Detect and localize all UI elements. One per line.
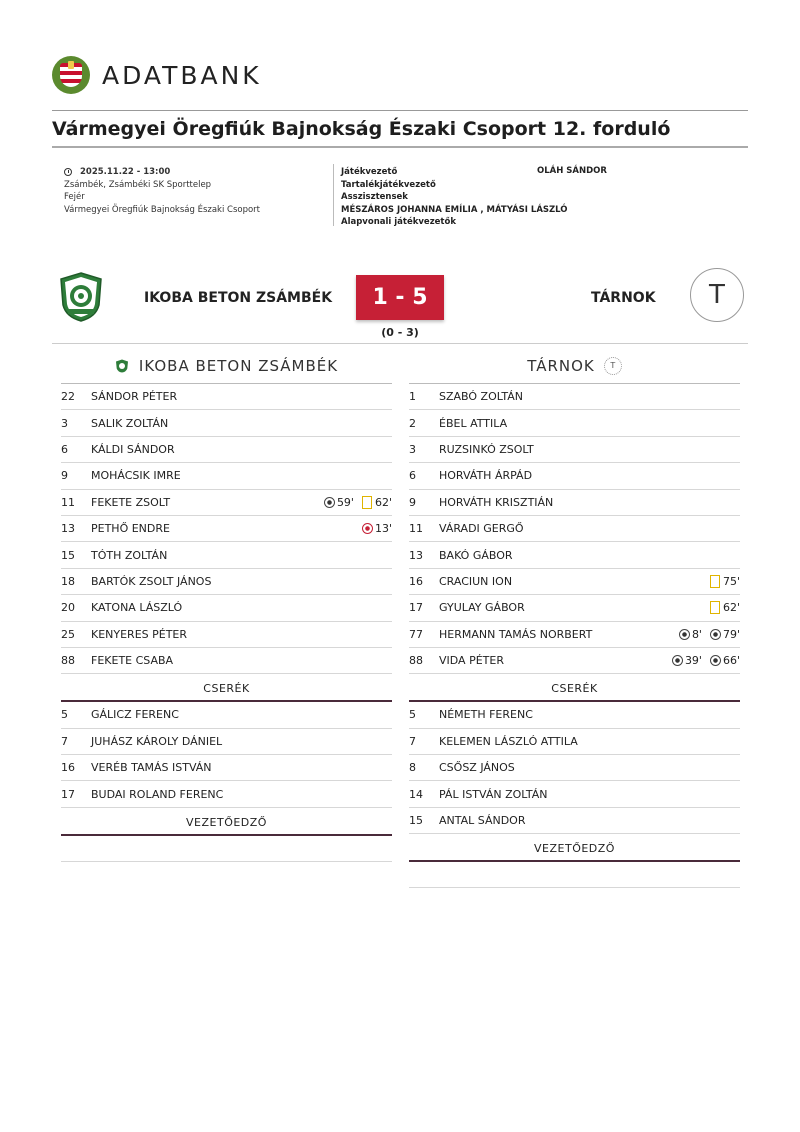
home-mini-crest-icon: [115, 359, 129, 373]
match-info: [64, 166, 260, 216]
player-name[interactable]: KATONA LÁSZLÓ: [91, 601, 183, 615]
player-number: 11: [409, 522, 423, 536]
home-starters-list: [61, 384, 392, 674]
player-row: [61, 463, 392, 489]
player-number: 13: [409, 548, 423, 562]
player-row: [409, 490, 740, 516]
goal-event: [679, 628, 702, 641]
event-minute: 66': [722, 654, 740, 668]
goal-event: [324, 496, 354, 509]
goal-event: [672, 654, 702, 667]
player-number: 9: [61, 469, 68, 483]
home-team-name: IKOBA BETON ZSÁMBÉK: [144, 290, 333, 306]
away-team-name: TÁRNOK: [591, 290, 656, 306]
match-county: Fejér: [64, 192, 85, 202]
player-number: 88: [61, 654, 75, 668]
player-name[interactable]: ÉBEL ATTILA: [439, 416, 508, 430]
yellow-event: [362, 496, 392, 509]
event-minute: 75': [722, 574, 740, 588]
player-name[interactable]: BUDAI ROLAND FERENC: [91, 787, 224, 801]
home-lineup-column: [61, 352, 392, 862]
yellow-card-icon: [710, 575, 720, 588]
home-subs-heading: CSERÉK: [203, 682, 250, 696]
federation-logo-icon: [52, 56, 90, 94]
player-name[interactable]: BARTÓK ZSOLT JÁNOS: [91, 574, 212, 588]
home-column-title: IKOBA BETON ZSÁMBÉK: [138, 357, 339, 375]
player-name[interactable]: ANTAL SÁNDOR: [439, 814, 526, 828]
halftime-score: (0 - 3): [381, 326, 419, 339]
player-row: [61, 702, 392, 728]
home-subs-list: [61, 702, 392, 808]
player-name[interactable]: KÁLDI SÁNDOR: [91, 442, 175, 456]
player-row: [409, 755, 740, 781]
player-name[interactable]: MOHÁCSIK IMRE: [91, 469, 181, 483]
player-row: [61, 781, 392, 807]
brand: [52, 54, 262, 96]
goal-event: [710, 654, 740, 667]
own-goal-event: [362, 522, 392, 535]
player-number: 1: [409, 390, 416, 404]
officials: [341, 166, 568, 229]
away-subs-heading: CSERÉK: [551, 682, 598, 696]
player-row: [61, 542, 392, 568]
home-coach-row: [61, 836, 392, 862]
home-coach-heading: VEZETŐEDZŐ: [186, 815, 267, 829]
match-date-text: 2025.11.22 - 13:00: [80, 167, 171, 177]
player-name[interactable]: NÉMETH FERENC: [439, 708, 533, 722]
player-name[interactable]: KENYERES PÉTER: [91, 627, 188, 641]
player-events: [710, 601, 740, 614]
player-number: 18: [61, 574, 75, 588]
player-name[interactable]: TÓTH ZOLTÁN: [91, 548, 168, 562]
assistants-names: MÉSZÁROS JOHANNA EMÍLIA , MÁTYÁSI LÁSZLÓ: [341, 204, 568, 215]
away-column-header: [409, 352, 740, 380]
player-name[interactable]: RUZSINKÓ ZSOLT: [439, 442, 534, 456]
player-number: 11: [61, 495, 75, 509]
player-events: [710, 575, 740, 588]
away-crest-icon: T: [690, 268, 744, 322]
player-name[interactable]: PETHŐ ENDRE: [91, 522, 170, 536]
player-row: [409, 437, 740, 463]
title-divider: [52, 146, 748, 148]
event-minute: 39': [684, 654, 702, 668]
player-row: [61, 569, 392, 595]
player-row: [409, 463, 740, 489]
player-name[interactable]: SALIK ZOLTÁN: [91, 416, 169, 430]
player-name[interactable]: HERMANN TAMÁS NORBERT: [439, 627, 593, 641]
player-row: [61, 410, 392, 436]
player-number: 5: [409, 708, 416, 722]
player-name[interactable]: VIDA PÉTER: [439, 654, 504, 668]
goal-ball-icon: [710, 629, 721, 640]
yellow-card-icon: [710, 601, 720, 614]
player-name[interactable]: SZABÓ ZOLTÁN: [439, 390, 523, 404]
score: 1 - 5: [356, 275, 444, 320]
player-row: [61, 622, 392, 648]
player-name[interactable]: FEKETE ZSOLT: [91, 495, 171, 509]
away-mini-crest-icon: T: [604, 357, 622, 375]
player-number: 15: [61, 548, 75, 562]
clock-icon: [64, 168, 72, 176]
player-name[interactable]: HORVÁTH KRISZTIÁN: [439, 495, 554, 509]
player-number: 7: [409, 734, 416, 748]
player-row: [409, 410, 740, 436]
player-name[interactable]: SÁNDOR PÉTER: [91, 390, 178, 404]
player-number: 14: [409, 787, 423, 801]
player-row: [409, 595, 740, 621]
player-row: [61, 755, 392, 781]
player-number: 88: [409, 654, 423, 668]
event-minute: 8': [691, 627, 702, 641]
scoreboard-divider: [52, 343, 748, 344]
away-starters-list: [409, 384, 740, 674]
player-name[interactable]: HORVÁTH ÁRPÁD: [439, 469, 533, 483]
reserve-referee-label: Tartalékjátékvezető: [341, 179, 436, 190]
player-row: [61, 384, 392, 410]
event-minute: 59': [336, 495, 354, 509]
yellow-card-icon: [362, 496, 372, 509]
event-minute: 79': [722, 627, 740, 641]
goal-ball-icon: [672, 655, 683, 666]
goal-ball-icon: [679, 629, 690, 640]
player-events: [679, 628, 740, 641]
player-row: [61, 490, 392, 516]
player-row: [409, 384, 740, 410]
referee-name: OLÁH SÁNDOR: [537, 166, 607, 176]
player-row: [409, 542, 740, 568]
away-lineup-column: [409, 352, 740, 888]
player-number: 13: [61, 522, 75, 536]
player-row: [409, 729, 740, 755]
away-coach-heading: VEZETŐEDZŐ: [534, 842, 615, 856]
yellow-event: [710, 601, 740, 614]
goal-ball-icon: [710, 655, 721, 666]
player-row: [409, 808, 740, 834]
goal-event: [710, 628, 740, 641]
assistants-label: Asszisztensek: [341, 192, 408, 202]
match-competition: Vármegyei Öregfiúk Bajnokság Északi Csoport: [64, 204, 261, 215]
player-number: 9: [409, 495, 416, 509]
player-number: 77: [409, 627, 423, 641]
player-events: [324, 496, 392, 509]
away-subs-list: [409, 702, 740, 834]
yellow-event: [710, 575, 740, 588]
away-column-title: TÁRNOK: [527, 357, 595, 375]
brand-name: ADATBANK: [102, 60, 262, 90]
player-row: [61, 648, 392, 674]
player-name[interactable]: PÁL ISTVÁN ZOLTÁN: [439, 787, 548, 801]
event-minute: 13': [374, 522, 392, 536]
home-column-header: [61, 352, 392, 380]
player-number: 20: [61, 601, 75, 615]
player-number: 2: [409, 416, 416, 430]
player-row: [409, 569, 740, 595]
player-number: 25: [61, 627, 75, 641]
player-name[interactable]: JUHÁSZ KÁROLY DÁNIEL: [91, 734, 223, 748]
line-referees-label: Alapvonali játékvezetők: [341, 217, 456, 227]
player-name[interactable]: KELEMEN LÁSZLÓ ATTILA: [439, 734, 578, 748]
player-name[interactable]: CSŐSZ JÁNOS: [439, 761, 515, 775]
player-row: [61, 595, 392, 621]
player-number: 15: [409, 814, 423, 828]
match-date: [64, 166, 260, 179]
player-number: 3: [409, 442, 416, 456]
player-number: 16: [61, 761, 75, 775]
player-number: 16: [409, 574, 423, 588]
away-coach-row: [409, 862, 740, 888]
player-row: [61, 437, 392, 463]
player-row: [409, 702, 740, 728]
player-row: [61, 516, 392, 542]
player-events: [672, 654, 740, 667]
player-number: 5: [61, 708, 68, 722]
player-number: 17: [409, 601, 423, 615]
event-minute: 62': [722, 601, 740, 615]
player-number: 8: [409, 761, 416, 775]
player-number: 6: [61, 442, 68, 456]
player-row: [409, 516, 740, 542]
player-name[interactable]: CRACIUN ION: [439, 574, 513, 588]
meta-divider: [333, 164, 334, 226]
player-events: [362, 522, 392, 535]
player-name[interactable]: BAKÓ GÁBOR: [439, 548, 513, 562]
player-name[interactable]: GÁLICZ FERENC: [91, 708, 179, 722]
home-crest-icon: [58, 271, 104, 323]
player-row: [409, 781, 740, 807]
player-number: 7: [61, 734, 68, 748]
player-number: 6: [409, 469, 416, 483]
player-name[interactable]: FEKETE CSABA: [91, 654, 174, 668]
event-minute: 62': [374, 495, 392, 509]
player-row: [61, 729, 392, 755]
player-number: 17: [61, 787, 75, 801]
match-venue: Zsámbék, Zsámbéki SK Sporttelep: [64, 179, 212, 190]
own-goal-icon: [362, 523, 373, 534]
player-row: [409, 648, 740, 674]
player-number: 22: [61, 390, 75, 404]
referee-label: Játékvezető: [341, 167, 398, 177]
header-divider: [52, 110, 748, 111]
player-number: 3: [61, 416, 68, 430]
goal-ball-icon: [324, 497, 335, 508]
player-name[interactable]: VERÉB TAMÁS ISTVÁN: [91, 761, 212, 775]
player-name[interactable]: GYULAY GÁBOR: [439, 601, 525, 615]
player-name[interactable]: VÁRADI GERGŐ: [439, 522, 524, 536]
page-title: Vármegyei Öregfiúk Bajnokság Északi Csoport 12. forduló: [52, 118, 671, 140]
player-row: [409, 622, 740, 648]
